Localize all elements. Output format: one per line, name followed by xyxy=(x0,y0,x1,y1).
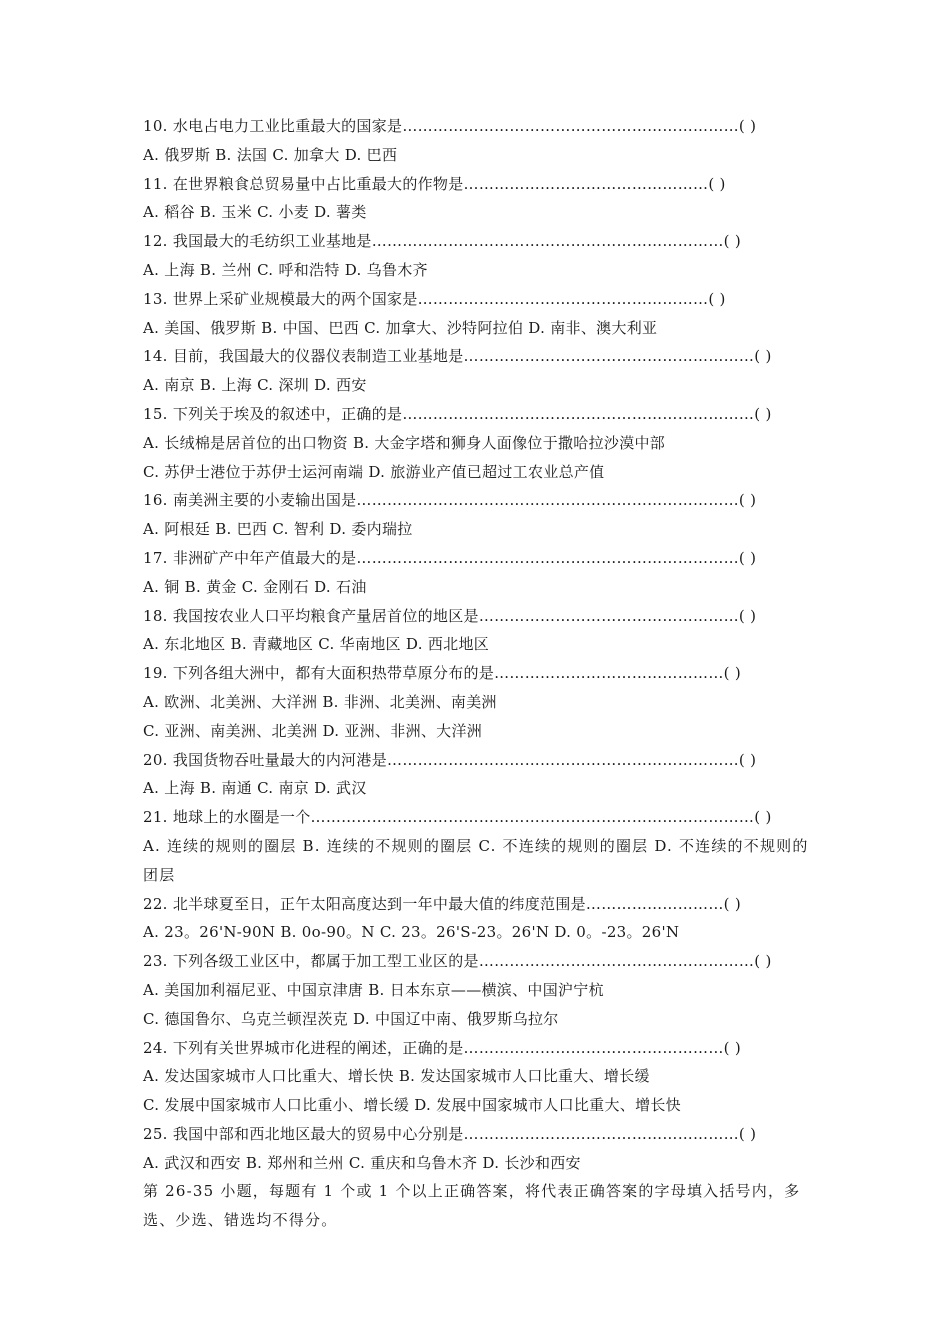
question-23-stem: 23. 下列各级工业区中，都属于加工型工业区的是………………………………………………( ) xyxy=(143,952,772,971)
question-11-stem: 11. 在世界粮食总贸易量中占比重最大的作物是…………………………………………( ) xyxy=(143,174,726,193)
question-15-options-ab: A. 长绒棉是居首位的出口物资 B. 大金字塔和狮身人面像位于撒哈拉沙漠中部 xyxy=(143,433,666,452)
question-19-stem: 19. 下列各组大洲中，都有大面积热带草原分布的是………………………………………( ) xyxy=(143,664,741,683)
exam-page xyxy=(143,112,813,1235)
question-20-stem: 20. 我国货物吞吐量最大的内河港是……………………………………………………………( ) xyxy=(143,750,757,769)
question-24-options-cd: C. 发展中国家城市人口比重小、增长缓 D. 发展中国家城市人口比重大、增长快 xyxy=(143,1096,681,1115)
question-21-options: A. 连续的规则的圈层 B. 连续的不规则的圈层 C. 不连续的规则的圈层 D. 不连续的不规则的团层 xyxy=(143,836,809,884)
section-instructions: 第 26-35 小题，每题有 1 个或 1 个以上正确答案，将代表正确答案的字母填入括号内，多选、少选、错选均不得分。 xyxy=(143,1182,801,1230)
question-23-options-cd: C. 德国鲁尔、乌克兰顿涅茨克 D. 中国辽中南、俄罗斯乌拉尔 xyxy=(143,1009,559,1028)
question-13-options: A. 美国、俄罗斯 B. 中国、巴西 C. 加拿大、沙特阿拉伯 D. 南非、澳大利亚 xyxy=(143,318,658,337)
question-23-options-ab: A. 美国加利福尼亚、中国京津唐 B. 日本东京——横滨、中国沪宁杭 xyxy=(143,980,604,999)
question-22-stem: 22. 北半球夏至日，正午太阳高度达到一年中最大值的纬度范围是………………………( ) xyxy=(143,894,741,913)
question-25-options: A. 武汉和西安 B. 郑州和兰州 C. 重庆和乌鲁木齐 D. 长沙和西安 xyxy=(143,1153,581,1172)
question-15-options-cd: C. 苏伊士港位于苏伊士运河南端 D. 旅游业产值已超过工农业总产值 xyxy=(143,462,605,481)
question-21-stem: 21. 地球上的水圈是一个……………………………………………………………………………( ) xyxy=(143,808,772,827)
question-19-options-cd: C. 亚洲、南美洲、北美洲 D. 亚洲、非洲、大洋洲 xyxy=(143,721,483,740)
question-14-stem: 14. 目前，我国最大的仪器仪表制造工业基地是…………………………………………………( ) xyxy=(143,347,772,366)
question-13-stem: 13. 世界上采矿业规模最大的两个国家是…………………………………………………( ) xyxy=(143,289,726,308)
question-18-options: A. 东北地区 B. 青藏地区 C. 华南地区 D. 西北地区 xyxy=(143,635,490,654)
question-15-stem: 15. 下列关于埃及的叙述中，正确的是……………………………………………………………( ) xyxy=(143,404,772,423)
question-11-options: A. 稻谷 B. 玉米 C. 小麦 D. 薯类 xyxy=(143,203,367,222)
question-25-stem: 25. 我国中部和西北地区最大的贸易中心分别是………………………………………………( ) xyxy=(143,1124,757,1143)
question-12-stem: 12. 我国最大的毛纺织工业基地是……………………………………………………………( ) xyxy=(143,232,741,251)
question-16-stem: 16. 南美洲主要的小麦输出国是…………………………………………………………………( ) xyxy=(143,491,757,510)
question-10-options: A. 俄罗斯 B. 法国 C. 加拿大 D. 巴西 xyxy=(143,145,398,164)
question-16-options: A. 阿根廷 B. 巴西 C. 智利 D. 委内瑞拉 xyxy=(143,520,413,539)
question-20-options: A. 上海 B. 南通 C. 南京 D. 武汉 xyxy=(143,779,367,798)
question-12-options: A. 上海 B. 兰州 C. 呼和浩特 D. 乌鲁木齐 xyxy=(143,260,428,279)
question-24-options-ab: A. 发达国家城市人口比重大、增长快 B. 发达国家城市人口比重大、增长缓 xyxy=(143,1067,650,1086)
question-17-stem: 17. 非洲矿产中年产值最大的是…………………………………………………………………( ) xyxy=(143,548,757,567)
question-19-options-ab: A. 欧洲、北美洲、大洋洲 B. 非洲、北美洲、南美洲 xyxy=(143,692,497,711)
question-14-options: A. 南京 B. 上海 C. 深圳 D. 西安 xyxy=(143,376,367,395)
question-17-options: A. 铜 B. 黄金 C. 金刚石 D. 石油 xyxy=(143,577,367,596)
question-18-stem: 18. 我国按农业人口平均粮食产量居首位的地区是……………………………………………( ) xyxy=(143,606,757,625)
question-10-stem: 10. 水电占电力工业比重最大的国家是…………………………………………………………( ) xyxy=(143,117,757,135)
question-24-stem: 24. 下列有关世界城市化进程的阐述，正确的是……………………………………………( ) xyxy=(143,1038,741,1057)
question-22-options: A. 23。26'N-90N B. 0o-90。N C. 23。26'S-23。26'N D. 0。-23。26'N xyxy=(143,923,680,942)
